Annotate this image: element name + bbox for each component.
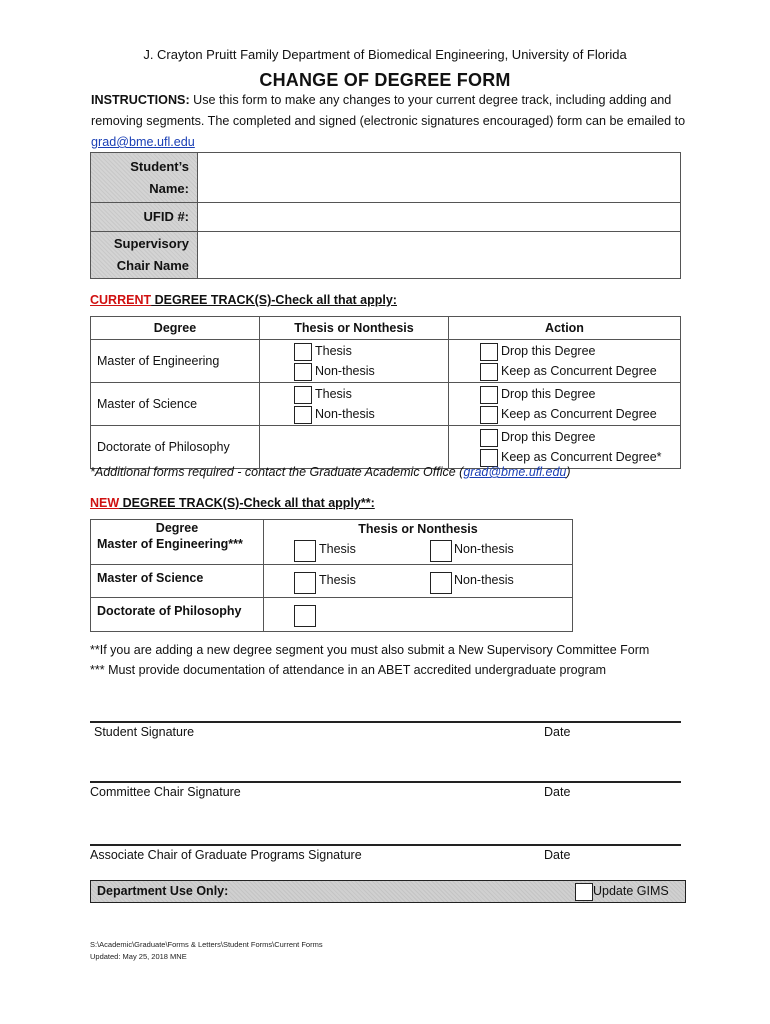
new-ms-thesis-checkbox[interactable] <box>294 572 316 594</box>
ufid-field[interactable] <box>198 203 681 232</box>
new-degree-meng: Master of Engineering*** <box>97 537 243 551</box>
new-meng-nonthesis-checkbox[interactable] <box>430 540 452 562</box>
committee-chair-date-label: Date <box>544 785 571 799</box>
student-name-label: Student’s Name: <box>91 153 198 203</box>
col-action: Action <box>449 317 681 340</box>
degree-phd: Doctorate of Philosophy <box>91 426 260 469</box>
student-signature-label: Student Signature <box>94 725 195 739</box>
instructions <box>91 90 686 153</box>
ms-keep-checkbox[interactable] <box>480 406 498 424</box>
ms-drop-checkbox[interactable] <box>480 386 498 404</box>
committee-chair-signature-label: Committee Chair Signature <box>90 785 241 799</box>
new-phd-checkbox[interactable] <box>294 605 316 627</box>
update-gims-checkbox[interactable] <box>575 883 593 901</box>
meng-keep-checkbox[interactable] <box>480 363 498 381</box>
student-date-label: Date <box>544 725 571 739</box>
note-email-link[interactable]: grad@bme.ufl.edu <box>463 465 567 479</box>
file-path: S:\Academic\Graduate\Forms & Letters\Student Forms\Current Forms <box>90 940 323 949</box>
current-track-table: Degree Thesis or Nonthesis Action Master of Engineering Thesis Non-thesis Drop this Degree Keep as Concurrent Degree Master of Science Thesis Non-thesis Drop this Degree Keep as Concurrent Degree Doctorate of Philosophy Drop this Degree Keep as Concurrent Degree* <box>90 316 681 469</box>
email-link[interactable]: grad@bme.ufl.edu <box>91 135 195 149</box>
new-track-heading: NEW DEGREE TRACK(S)-Check all that apply**: <box>90 496 375 510</box>
degree-meng: Master of Engineering <box>91 340 260 383</box>
new-col-thesis: Thesis or Nonthesis <box>358 522 478 536</box>
new-meng-thesis-checkbox[interactable] <box>294 540 316 562</box>
supervisory-chair-field[interactable] <box>198 232 681 279</box>
committee-chair-signature-line[interactable] <box>90 781 681 783</box>
meng-nonthesis-checkbox[interactable] <box>294 363 312 381</box>
new-degree-cell-meng <box>91 520 264 565</box>
ms-nonthesis-checkbox[interactable] <box>294 406 312 424</box>
supervisory-chair-label: Supervisory Chair Name <box>91 232 198 279</box>
footnote-committee-form: **If you are adding a new degree segment you must also submit a New Supervisory Committee Form <box>90 643 650 657</box>
col-degree: Degree <box>91 317 260 340</box>
student-info-table <box>90 152 681 279</box>
new-degree-phd: Doctorate of Philosophy <box>91 598 264 632</box>
footnote-abet: *** Must provide documentation of attendance in an ABET accredited undergraduate program <box>90 663 607 677</box>
student-signature-line[interactable] <box>90 721 681 723</box>
department-header: J. Crayton Pruitt Family Department of Biomedical Engineering, University of Florida <box>143 47 627 62</box>
new-degree-ms: Master of Science <box>91 565 264 598</box>
associate-chair-signature-label: Associate Chair of Graduate Programs Signature <box>90 848 362 862</box>
phd-keep-checkbox[interactable] <box>480 449 498 467</box>
student-name-field[interactable] <box>198 153 681 203</box>
ms-thesis-checkbox[interactable] <box>294 386 312 404</box>
new-col-degree: Degree <box>155 521 199 535</box>
current-track-heading: CURRENT DEGREE TRACK(S)-Check all that apply: <box>90 293 397 307</box>
associate-chair-signature-line[interactable] <box>90 844 681 846</box>
additional-forms-note: *Additional forms required - contact the Graduate Academic Office (grad@bme.ufl.edu) <box>90 465 571 479</box>
updated-date: Updated: May 25, 2018 MNE <box>90 952 187 961</box>
meng-thesis-checkbox[interactable] <box>294 343 312 361</box>
degree-ms: Master of Science <box>91 383 260 426</box>
col-thesis: Thesis or Nonthesis <box>260 317 449 340</box>
new-ms-nonthesis-checkbox[interactable] <box>430 572 452 594</box>
new-track-table: Degree Master of Engineering*** Thesis or Nonthesis Thesis Non-thesis Master of Science Thesis Non-thesis Doctorate of Philosophy <box>90 519 573 632</box>
form-title: CHANGE OF DEGREE FORM <box>259 70 511 90</box>
meng-drop-checkbox[interactable] <box>480 343 498 361</box>
phd-drop-checkbox[interactable] <box>480 429 498 447</box>
department-use-box <box>90 880 686 903</box>
instructions-label: INSTRUCTIONS: <box>91 93 190 107</box>
update-gims-label: Update GIMS <box>593 884 669 898</box>
instructions-text: Use this form to make any changes to your current degree track, including adding and removing segments. The completed and signed (electronic signatures encouraged) form can be emailed to <box>91 93 686 128</box>
department-use-label: Department Use Only: <box>97 884 229 898</box>
associate-chair-date-label: Date <box>544 848 571 862</box>
ufid-label: UFID #: <box>91 203 198 232</box>
